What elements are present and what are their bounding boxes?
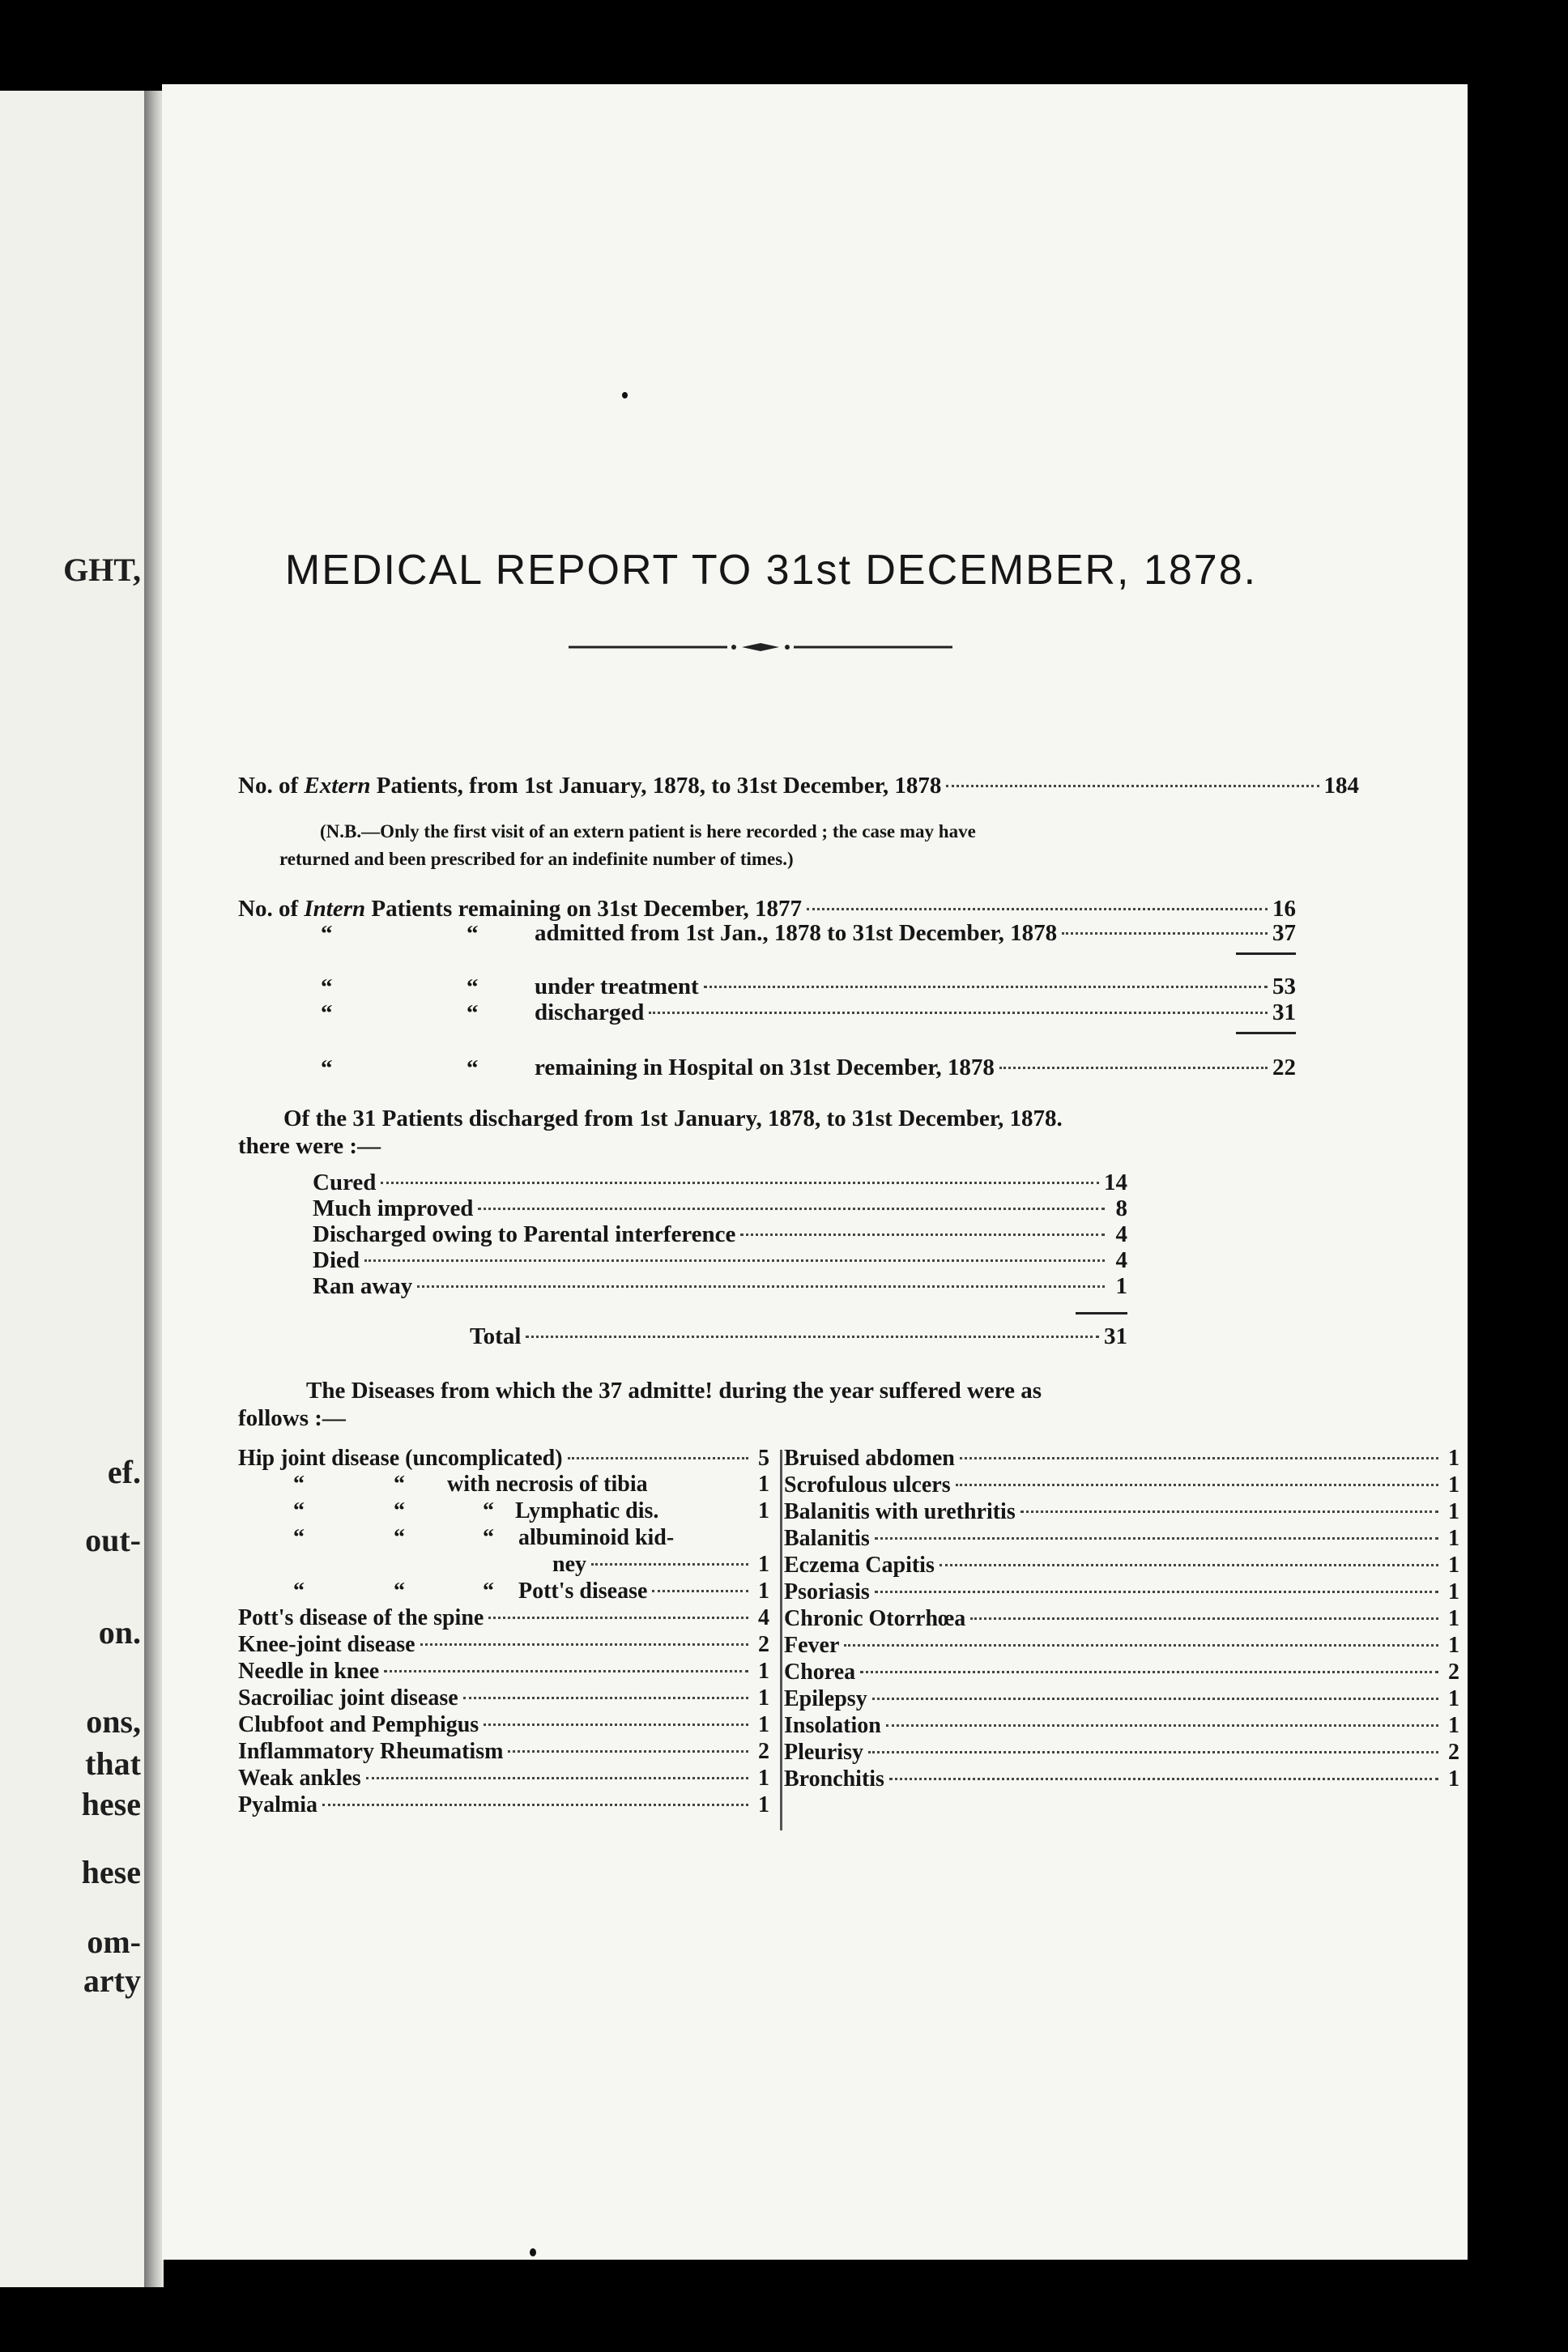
disease-count: 1 bbox=[758, 1659, 769, 1684]
disease-row bbox=[784, 1659, 1459, 1685]
prev-page-line: ons, bbox=[86, 1703, 141, 1740]
page-title: MEDICAL REPORT TO 31st DECEMBER, 1878. bbox=[284, 547, 1258, 594]
note-line: returned and been prescribed for an indefinite number of times.) bbox=[279, 849, 794, 869]
discharged-label: Much improved bbox=[313, 1195, 474, 1221]
disease-row bbox=[784, 1632, 1459, 1659]
discharged-value: 4 bbox=[1115, 1221, 1127, 1247]
dot-leader bbox=[364, 1259, 1105, 1262]
ditto-mark: “ bbox=[394, 1525, 405, 1550]
disease-row bbox=[238, 1738, 769, 1765]
disease-row bbox=[784, 1605, 1459, 1632]
prev-page-line: out- bbox=[85, 1522, 141, 1558]
dot-leader bbox=[872, 1698, 1438, 1700]
intern-label-suffix: Patients remaining on 31st December, 1877 bbox=[371, 896, 802, 922]
intern-value: 37 bbox=[1272, 920, 1296, 946]
dot-leader bbox=[366, 1777, 748, 1779]
dot-leader bbox=[999, 1067, 1268, 1069]
dot-leader bbox=[970, 1617, 1438, 1620]
ditto-mark: “ bbox=[467, 1055, 479, 1081]
discharged-label: Discharged owing to Parental interference bbox=[313, 1221, 736, 1247]
sum-rule bbox=[1236, 952, 1296, 955]
ditto-mark: “ bbox=[483, 1498, 494, 1523]
book-gutter bbox=[144, 91, 164, 2287]
sum-rule bbox=[1076, 1312, 1127, 1314]
dot-leader bbox=[591, 1563, 748, 1566]
dot-leader bbox=[478, 1208, 1105, 1210]
intern-value: 53 bbox=[1272, 974, 1296, 999]
disease-count: 2 bbox=[758, 1632, 769, 1657]
dot-leader bbox=[704, 986, 1268, 988]
dot-leader bbox=[860, 1671, 1438, 1673]
discharged-label: Died bbox=[313, 1247, 360, 1273]
extern-label bbox=[238, 771, 941, 800]
disease-label: Insolation bbox=[784, 1713, 881, 1738]
disease-label: Needle in knee bbox=[238, 1659, 380, 1684]
extern-patients-row bbox=[238, 771, 1359, 800]
ditto-mark: “ bbox=[467, 1000, 479, 1026]
disease-count: 1 bbox=[758, 1685, 769, 1711]
discharged-row bbox=[313, 1272, 1127, 1301]
disease-label: Pleurisy bbox=[784, 1740, 863, 1765]
intern-row bbox=[535, 998, 1296, 1027]
disease-label: Epilepsy bbox=[784, 1686, 867, 1711]
disease-count: 1 bbox=[1448, 1579, 1459, 1604]
disease-count: 1 bbox=[1448, 1766, 1459, 1792]
disease-row bbox=[552, 1551, 769, 1578]
intern-label: under treatment bbox=[535, 974, 699, 999]
extern-label-italic: Extern bbox=[304, 773, 371, 799]
disease-count: 1 bbox=[758, 1552, 769, 1577]
disease-label: Chronic Otorrhœa bbox=[784, 1606, 966, 1631]
disease-row bbox=[238, 1445, 769, 1472]
intern-label: admitted from 1st Jan., 1878 to 31st December, 1878 bbox=[535, 920, 1058, 946]
ditto-mark: “ bbox=[293, 1579, 305, 1604]
dot-leader bbox=[508, 1750, 748, 1753]
disease-row bbox=[784, 1525, 1459, 1552]
intern-value: 31 bbox=[1272, 999, 1296, 1025]
dot-leader bbox=[420, 1643, 748, 1646]
disease-row bbox=[447, 1471, 769, 1498]
ditto-mark: “ bbox=[394, 1472, 405, 1497]
ditto-mark: “ bbox=[467, 921, 479, 947]
disease-row bbox=[784, 1445, 1459, 1472]
ditto-mark: “ bbox=[394, 1498, 405, 1523]
ditto-mark: “ bbox=[467, 974, 479, 1000]
disease-count: 1 bbox=[1448, 1686, 1459, 1711]
dot-leader bbox=[384, 1670, 748, 1672]
disease-count: 2 bbox=[758, 1739, 769, 1764]
discharged-intro: there were :— bbox=[238, 1133, 381, 1159]
disease-label: Scrofulous ulcers bbox=[784, 1472, 951, 1498]
dot-leader bbox=[484, 1724, 748, 1726]
disease-row bbox=[238, 1792, 769, 1818]
disease-row bbox=[518, 1524, 769, 1551]
ditto-mark: “ bbox=[483, 1579, 494, 1604]
disease-label: Pott's disease bbox=[518, 1579, 648, 1604]
dot-leader bbox=[381, 1182, 1099, 1184]
disease-count: 1 bbox=[1448, 1633, 1459, 1658]
total-label: Total bbox=[470, 1323, 522, 1349]
disease-label: Chorea bbox=[784, 1660, 856, 1685]
ditto-mark: “ bbox=[321, 1055, 333, 1081]
disease-label: with necrosis of tibia bbox=[447, 1472, 648, 1497]
intern-value: 16 bbox=[1272, 896, 1296, 922]
ditto-mark: “ bbox=[394, 1579, 405, 1604]
disease-count: 1 bbox=[1448, 1499, 1459, 1524]
ink-speck bbox=[530, 2248, 536, 2256]
disease-row bbox=[784, 1766, 1459, 1792]
disease-label: Fever bbox=[784, 1633, 840, 1658]
dot-leader bbox=[417, 1285, 1105, 1288]
disease-label: Bruised abdomen bbox=[784, 1446, 955, 1471]
total-value: 31 bbox=[1104, 1323, 1127, 1349]
discharged-row bbox=[313, 1246, 1127, 1275]
prev-page-line: that bbox=[85, 1745, 141, 1782]
disease-count: 1 bbox=[758, 1498, 769, 1523]
disease-label: Psoriasis bbox=[784, 1579, 870, 1604]
prev-page-line: on. bbox=[98, 1614, 141, 1651]
discharged-value: 1 bbox=[1115, 1273, 1127, 1299]
extern-value: 184 bbox=[1323, 773, 1359, 799]
intern-label-prefix: No. of bbox=[238, 896, 299, 922]
disease-count: 1 bbox=[1448, 1526, 1459, 1551]
intern-row bbox=[535, 1053, 1296, 1082]
intern-row bbox=[535, 972, 1296, 1001]
intern-label: remaining in Hospital on 31st December, 1878 bbox=[535, 1055, 995, 1080]
dot-leader bbox=[946, 785, 1319, 787]
disease-count: 1 bbox=[758, 1712, 769, 1737]
ditto-mark: “ bbox=[321, 921, 333, 947]
dot-leader bbox=[807, 908, 1268, 910]
discharged-label: Cured bbox=[313, 1170, 377, 1195]
ditto-mark: “ bbox=[483, 1525, 494, 1550]
disease-row bbox=[784, 1739, 1459, 1766]
discharged-label: Ran away bbox=[313, 1273, 413, 1299]
prev-page-line: om- bbox=[87, 1924, 141, 1960]
note-line: (N.B.—Only the first visit of an extern patient is here recorded ; the case may have bbox=[320, 821, 976, 842]
disease-count: 2 bbox=[1448, 1740, 1459, 1765]
disease-row bbox=[238, 1658, 769, 1685]
discharged-row bbox=[313, 1220, 1127, 1249]
document-page bbox=[162, 84, 1468, 2260]
diseases-intro: The Diseases from which the 37 admitte! during the year suffered were as bbox=[306, 1378, 1042, 1404]
disease-label: Pyalmia bbox=[238, 1792, 317, 1817]
dot-leader bbox=[875, 1591, 1438, 1593]
dot-leader bbox=[652, 1590, 748, 1592]
dot-leader bbox=[889, 1778, 1438, 1780]
disease-row bbox=[515, 1498, 769, 1524]
disease-count: 4 bbox=[758, 1605, 769, 1630]
dot-leader bbox=[568, 1457, 748, 1459]
disease-label: Pott's disease of the spine bbox=[238, 1605, 484, 1630]
disease-count: 1 bbox=[758, 1472, 769, 1497]
disease-label: Eczema Capitis bbox=[784, 1553, 935, 1578]
disease-count: 2 bbox=[1448, 1660, 1459, 1685]
extern-label-prefix: No. of bbox=[238, 773, 299, 799]
ditto-mark: “ bbox=[293, 1525, 305, 1550]
disease-label: Balanitis with urethritis bbox=[784, 1499, 1016, 1524]
disease-count: 1 bbox=[758, 1579, 769, 1604]
disease-row bbox=[518, 1578, 769, 1604]
disease-label: Knee-joint disease bbox=[238, 1632, 415, 1657]
previous-page bbox=[0, 91, 147, 2287]
dot-leader bbox=[488, 1617, 748, 1619]
disease-label: albuminoid kid- bbox=[518, 1525, 675, 1550]
dot-leader bbox=[322, 1804, 748, 1806]
disease-label: Hip joint disease (uncomplicated) bbox=[238, 1446, 563, 1471]
intern-value: 22 bbox=[1272, 1055, 1296, 1080]
discharged-row bbox=[313, 1194, 1127, 1223]
ditto-mark: “ bbox=[293, 1472, 305, 1497]
dot-leader bbox=[868, 1751, 1438, 1753]
disease-label: Sacroiliac joint disease bbox=[238, 1685, 458, 1711]
disease-label: Clubfoot and Pemphigus bbox=[238, 1712, 479, 1737]
discharged-row bbox=[313, 1168, 1127, 1197]
dot-leader bbox=[875, 1537, 1438, 1540]
disease-count: 1 bbox=[1448, 1446, 1459, 1471]
disease-label: Balanitis bbox=[784, 1526, 870, 1551]
ditto-mark: “ bbox=[321, 1000, 333, 1026]
disease-row bbox=[784, 1472, 1459, 1498]
intern-label-italic: Intern bbox=[304, 896, 366, 922]
ditto-mark: “ bbox=[321, 974, 333, 1000]
disease-label: Lymphatic dis. bbox=[515, 1498, 659, 1523]
disease-count: 1 bbox=[1448, 1553, 1459, 1578]
discharged-intro: Of the 31 Patients discharged from 1st January, 1878, to 31st December, 1878. bbox=[283, 1106, 1063, 1131]
disease-row bbox=[238, 1604, 769, 1631]
dot-leader bbox=[649, 1012, 1268, 1014]
discharged-value: 8 bbox=[1115, 1195, 1127, 1221]
disease-row bbox=[238, 1765, 769, 1792]
disease-label: ney bbox=[552, 1552, 586, 1577]
discharged-total-row bbox=[470, 1322, 1127, 1351]
dot-leader bbox=[940, 1564, 1438, 1566]
disease-count: 1 bbox=[1448, 1472, 1459, 1498]
disease-row bbox=[784, 1685, 1459, 1712]
dot-leader bbox=[960, 1457, 1438, 1459]
extern-label-suffix: Patients, from 1st January, 1878, to 31st December, 1878 bbox=[376, 773, 942, 799]
ornamental-rule bbox=[569, 641, 952, 653]
dot-leader bbox=[844, 1644, 1438, 1647]
disease-row bbox=[238, 1711, 769, 1738]
disease-count: 1 bbox=[1448, 1713, 1459, 1738]
column-divider bbox=[780, 1450, 782, 1830]
prev-page-line: arty bbox=[83, 1962, 141, 1999]
disease-row bbox=[238, 1631, 769, 1658]
disease-label: Bronchitis bbox=[784, 1766, 884, 1792]
disease-label: Inflammatory Rheumatism bbox=[238, 1739, 504, 1764]
disease-count: 1 bbox=[1448, 1606, 1459, 1631]
dot-leader bbox=[886, 1724, 1438, 1727]
dot-leader bbox=[463, 1697, 748, 1699]
disease-count: 1 bbox=[758, 1766, 769, 1791]
disease-label: Weak ankles bbox=[238, 1766, 361, 1791]
discharged-value: 14 bbox=[1104, 1170, 1127, 1195]
disease-row bbox=[784, 1498, 1459, 1525]
prev-page-line: ef. bbox=[107, 1454, 141, 1490]
intern-row bbox=[535, 918, 1296, 948]
dot-leader bbox=[956, 1484, 1438, 1486]
extern-footnote bbox=[279, 818, 1332, 873]
sum-rule bbox=[1236, 1032, 1296, 1034]
intern-label: discharged bbox=[535, 999, 645, 1025]
disease-row bbox=[784, 1552, 1459, 1579]
dot-leader bbox=[740, 1234, 1105, 1236]
disease-row bbox=[238, 1685, 769, 1711]
disease-row bbox=[784, 1712, 1459, 1739]
ink-speck bbox=[622, 392, 628, 398]
prev-page-line: GHT, bbox=[63, 552, 141, 588]
disease-row bbox=[784, 1579, 1459, 1605]
dot-leader bbox=[526, 1336, 1099, 1338]
prev-page-line: hese bbox=[81, 1786, 141, 1822]
disease-count: 5 bbox=[758, 1446, 769, 1471]
diseases-intro: follows :— bbox=[238, 1405, 346, 1431]
disease-count: 1 bbox=[758, 1792, 769, 1817]
dot-leader bbox=[1062, 932, 1268, 935]
discharged-value: 4 bbox=[1115, 1247, 1127, 1273]
dot-leader bbox=[1020, 1510, 1438, 1513]
prev-page-line: hese bbox=[81, 1854, 141, 1890]
ditto-mark: “ bbox=[293, 1498, 305, 1523]
